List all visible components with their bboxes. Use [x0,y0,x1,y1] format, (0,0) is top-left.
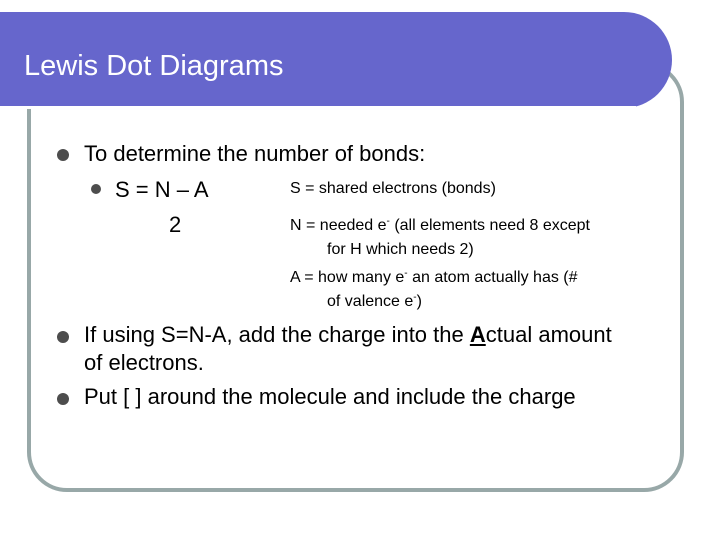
definition-a-prefix: A = how many e [290,269,405,286]
bullet-add-charge-prefix: If using S=N-A, add the charge into the [84,322,470,347]
formula-numerator: S = N – A [115,177,209,202]
definition-s: S = shared electrons (bonds) [290,180,496,197]
bullet-dot-icon [57,393,69,405]
definition-a-line2-prefix: of valence e [327,293,414,310]
definition-n [290,217,590,235]
bullet-add-charge-suffix: ctual amount [485,322,612,347]
definition-a-line2-suffix: ) [416,293,422,310]
bullet-add-charge-emphasis: A [469,322,486,347]
slide-title: Lewis Dot Diagrams [24,50,284,82]
bullet-determine-bonds: To determine the number of bonds: [84,141,426,166]
definition-a-continued [327,293,422,311]
title-underline [0,106,636,109]
bullet-add-charge [84,322,612,348]
definition-a-sup: - [404,268,408,279]
definition-a-rest: an atom actually has (# [407,269,578,286]
definition-n-rest: (all elements need 8 except [389,217,590,234]
definition-n-prefix: N = needed e [290,217,387,234]
definition-a [290,269,578,287]
definition-n-continued: for H which needs 2) [327,241,474,258]
bullet-add-charge-continued: of electrons. [84,350,204,375]
definition-n-sup: - [386,216,390,227]
bullet-dot-icon [57,331,69,343]
bullet-dot-icon [57,149,69,161]
bullet-brackets: Put [ ] around the molecule and include the charge [84,384,576,409]
formula-denominator: 2 [169,212,182,237]
sub-bullet-dot-icon [91,184,101,194]
definition-a-line2-sup: - [413,292,417,303]
title-bar [0,12,672,108]
